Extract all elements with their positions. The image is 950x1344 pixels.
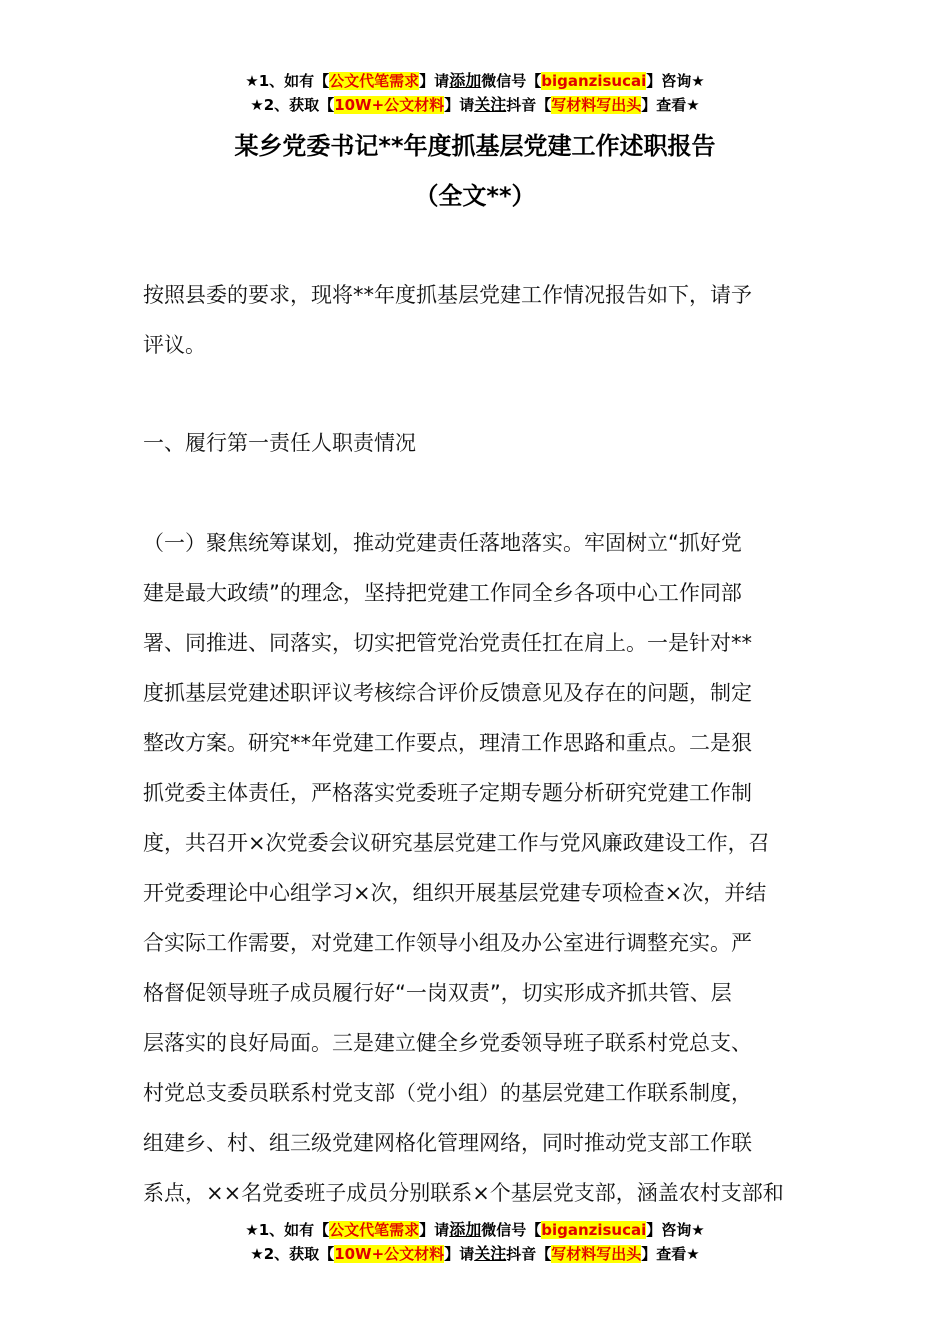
text-line: 署、同推进、同落实，切实把管党治党责任扛在肩上。一是针对** [143, 631, 752, 655]
promo-text: ★2、获取【 [250, 96, 335, 114]
text-line: 度抓基层党建述职评议考核综合评价反馈意见及存在的问题，制定 [143, 681, 752, 705]
text-line: （一）聚焦统筹谋划，推动党建责任落地落实。牢固树立“抓好党 [143, 531, 742, 555]
text-line: 村党总支委员联系村党支部（党小组）的基层党建工作联系制度， [143, 1081, 752, 1105]
text-line: 格督促领导班子成员履行好“一岗双责”，切实形成齐抓共管、层 [143, 981, 732, 1005]
promo-text: 】咨询★ [646, 72, 705, 90]
section-heading [143, 418, 808, 468]
promo-text: 】查看★ [641, 96, 700, 114]
promo-underline: 关注 [474, 95, 507, 114]
text-line: 开党委理论中心组学习×次，组织开展基层党建专项检查×次，并结 [143, 881, 767, 905]
promo-douyin-id: 写材料写出头 [551, 1245, 642, 1263]
text-line: 合实际工作需要，对党建工作领导小组及办公室进行调整充实。严 [143, 931, 752, 955]
promo-text: 抖音【 [506, 1245, 552, 1263]
promo-highlight: 10W+公文材料 [334, 1245, 445, 1263]
promo-underline: 添加 [449, 71, 482, 90]
promo-underline: 添加 [449, 1220, 482, 1239]
promo-text: 】请 [419, 1221, 450, 1239]
promo-text: ★1、如有【 [245, 1221, 330, 1239]
promo-line-2-bottom [0, 1242, 950, 1266]
text-line: 组建乡、村、组三级党建网格化管理网络，同时推动党支部工作联 [143, 1131, 752, 1155]
promo-text: 】咨询★ [646, 1221, 705, 1239]
text-line: 整改方案。研究**年党建工作要点，理清工作思路和重点。二是狠 [143, 731, 752, 755]
promo-highlight: 10W+公文材料 [334, 96, 445, 114]
promo-text: 微信号【 [481, 1221, 542, 1239]
promo-line-1-top [0, 69, 950, 93]
promo-text: 微信号【 [481, 72, 542, 90]
promo-text: 】请 [419, 72, 450, 90]
promo-text: 】请 [444, 96, 475, 114]
promo-text: ★1、如有【 [245, 72, 330, 90]
promo-wechat-id: biganzisucai [541, 72, 647, 90]
promo-highlight: 公文代笔需求 [329, 1221, 420, 1239]
text-line: 评议。 [143, 333, 206, 357]
promo-wechat-id: biganzisucai [541, 1221, 647, 1239]
text-line: 按照县委的要求，现将**年度抓基层党建工作情况报告如下，请予 [143, 283, 752, 307]
promo-line-2-top [0, 93, 950, 117]
body-paragraph [143, 518, 808, 1218]
promo-underline: 关注 [474, 1244, 507, 1263]
text-line: 抓党委主体责任，严格落实党委班子定期专题分析研究党建工作制 [143, 781, 752, 805]
document-subtitle: （全文**） [414, 182, 536, 210]
text-line: 层落实的良好局面。三是建立健全乡党委领导班子联系村党总支、 [143, 1031, 752, 1055]
section-heading-text: 一、履行第一责任人职责情况 [143, 431, 416, 455]
text-line: 系点，××名党委班子成员分别联系×个基层党支部，涵盖农村支部和 [143, 1181, 784, 1205]
promo-text: 抖音【 [506, 96, 552, 114]
promo-douyin-id: 写材料写出头 [551, 96, 642, 114]
document-title: 某乡党委书记**年度抓基层党建工作述职报告 [234, 132, 716, 160]
promo-line-1-bottom [0, 1218, 950, 1242]
promo-text: ★2、获取【 [250, 1245, 335, 1263]
promo-text: 】请 [444, 1245, 475, 1263]
promo-text: 】查看★ [641, 1245, 700, 1263]
text-line: 建是最大政绩”的理念，坚持把党建工作同全乡各项中心工作同部 [143, 581, 742, 605]
text-line: 度，共召开×次党委会议研究基层党建工作与党风廉政建设工作，召 [143, 831, 770, 855]
intro-paragraph [143, 270, 808, 370]
promo-highlight: 公文代笔需求 [329, 72, 420, 90]
